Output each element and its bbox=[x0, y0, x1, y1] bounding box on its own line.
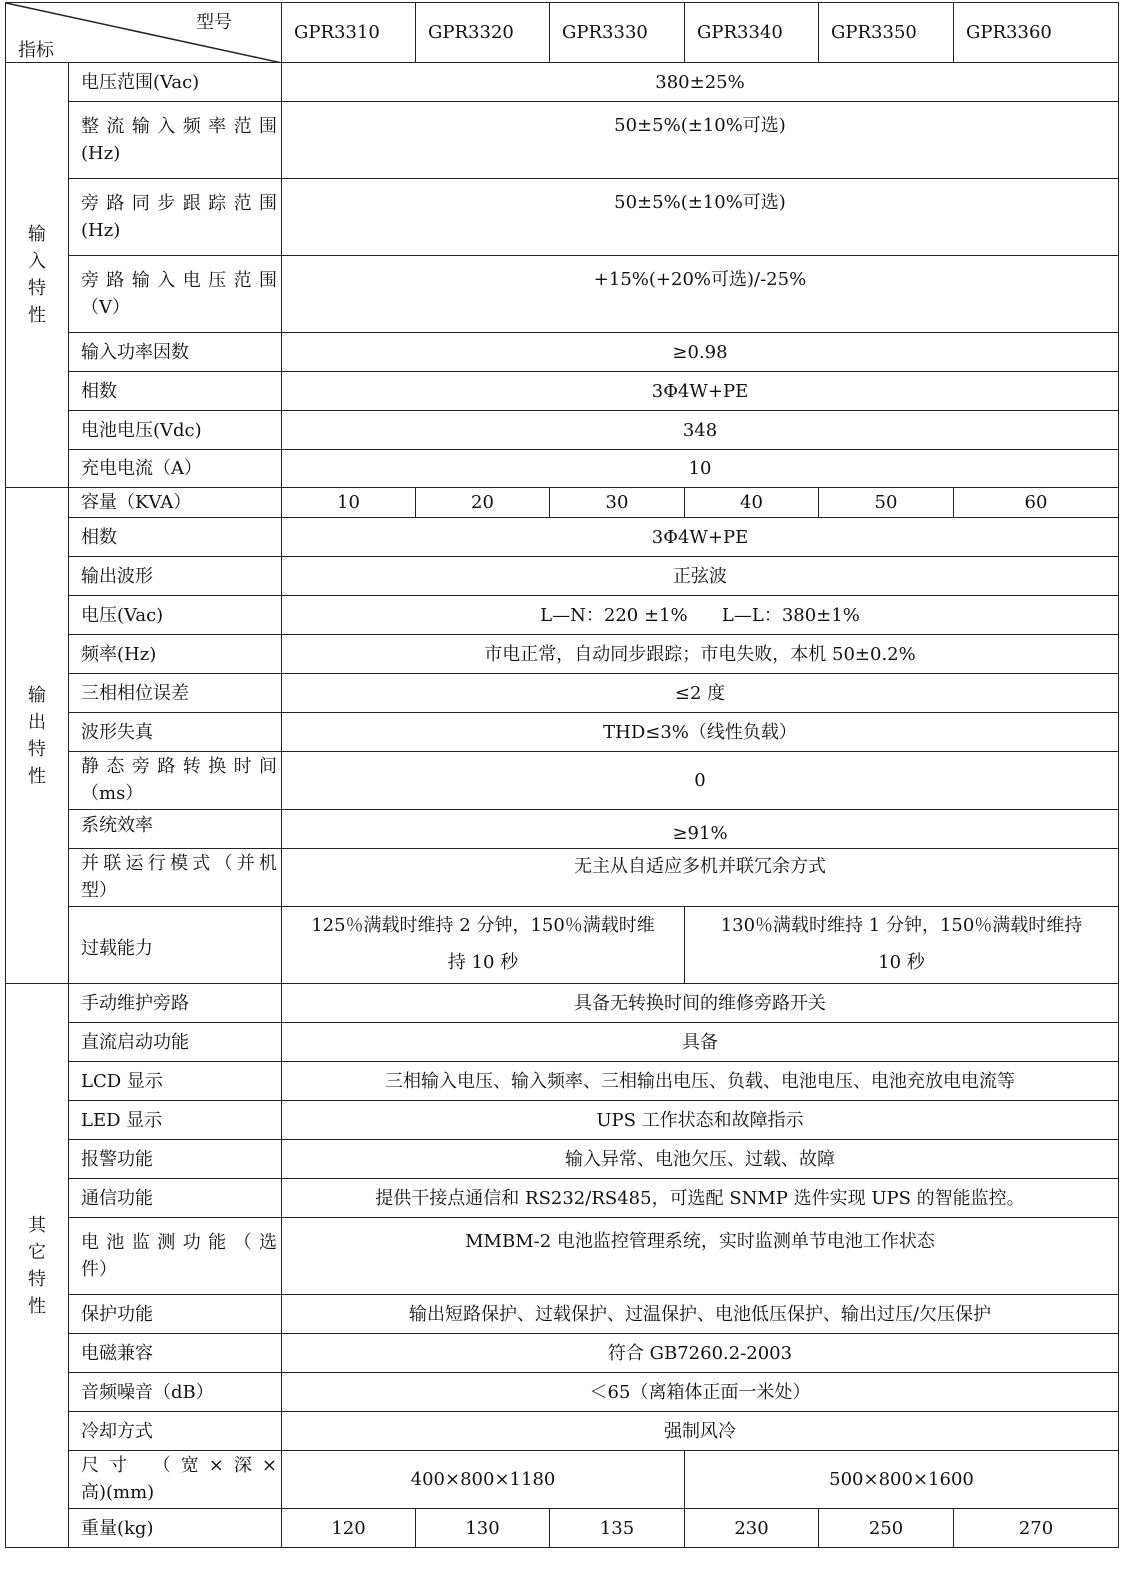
row-value: 输出短路保护、过载保护、过温保护、电池低压保护、输出过压/欠压保护 bbox=[282, 1295, 1119, 1334]
row-value: ≥0.98 bbox=[282, 333, 1119, 372]
row-value: ≥91% bbox=[282, 810, 1119, 849]
capacity-cell: 20 bbox=[416, 488, 550, 518]
table-row bbox=[6, 713, 1119, 752]
table-row bbox=[6, 557, 1119, 596]
overload-left: 125％满载时维持 2 分钟，150％满载时维 持 10 秒 bbox=[282, 907, 685, 984]
row-value: 348 bbox=[282, 411, 1119, 450]
row-value: 0 bbox=[282, 752, 1119, 810]
row-label: 报警功能 bbox=[69, 1140, 282, 1179]
table-row bbox=[6, 984, 1119, 1023]
capacity-cell: 30 bbox=[550, 488, 685, 518]
table-row bbox=[6, 450, 1119, 488]
table-row bbox=[6, 1334, 1119, 1373]
row-label: 充电电流（A） bbox=[69, 450, 282, 488]
row-value: 具备 bbox=[282, 1023, 1119, 1062]
table-row bbox=[6, 411, 1119, 450]
model-cell: GPR3360 bbox=[954, 3, 1119, 63]
row-label: 三相相位误差 bbox=[69, 674, 282, 713]
row-label: 尺寸 （宽×深× 高)(mm) bbox=[69, 1451, 282, 1509]
weight-cell: 250 bbox=[819, 1509, 954, 1548]
row-label: 通信功能 bbox=[69, 1179, 282, 1218]
table-row bbox=[6, 63, 1119, 102]
row-label: LCD 显示 bbox=[69, 1062, 282, 1101]
table-row bbox=[6, 1023, 1119, 1062]
row-label: 静态旁路转换时间 （ms） bbox=[69, 752, 282, 810]
table-row bbox=[6, 810, 1119, 849]
row-label: 旁路输入电压范围 （V） bbox=[69, 256, 282, 333]
table-row bbox=[6, 179, 1119, 256]
row-label: 电压范围(Vac) bbox=[69, 63, 282, 102]
row-label: 旁路同步跟踪范围 (Hz) bbox=[69, 179, 282, 256]
row-value: 正弦波 bbox=[282, 557, 1119, 596]
row-value: 具备无转换时间的维修旁路开关 bbox=[282, 984, 1119, 1023]
capacity-cell: 50 bbox=[819, 488, 954, 518]
row-value: L—N：220 ±1% L—L：380±1% bbox=[282, 596, 1119, 635]
row-label: 电压(Vac) bbox=[69, 596, 282, 635]
row-value: 市电正常，自动同步跟踪；市电失败，本机 50±0.2% bbox=[282, 635, 1119, 674]
weight-cell: 135 bbox=[550, 1509, 685, 1548]
row-value: MMBM-2 电池监控管理系统，实时监测单节电池工作状态 bbox=[282, 1218, 1119, 1295]
row-value: 输入异常、电池欠压、过载、故障 bbox=[282, 1140, 1119, 1179]
row-label: 保护功能 bbox=[69, 1295, 282, 1334]
row-label: 相数 bbox=[69, 518, 282, 557]
section-input: 输入特性 bbox=[6, 63, 69, 488]
row-label: 电磁兼容 bbox=[69, 1334, 282, 1373]
row-label: 波形失真 bbox=[69, 713, 282, 752]
capacity-cell: 10 bbox=[282, 488, 416, 518]
table-row bbox=[6, 1509, 1119, 1548]
table-row bbox=[6, 102, 1119, 179]
table-row bbox=[6, 1412, 1119, 1451]
metric-header-label: 指标 bbox=[18, 40, 54, 61]
row-value: 强制风冷 bbox=[282, 1412, 1119, 1451]
table-row bbox=[6, 1451, 1119, 1509]
row-label: 容量（KVA） bbox=[69, 488, 282, 518]
row-value: +15%(+20%可选)/-25% bbox=[282, 256, 1119, 333]
table-row bbox=[6, 1062, 1119, 1101]
model-cell: GPR3310 bbox=[282, 3, 416, 63]
row-label: 冷却方式 bbox=[69, 1412, 282, 1451]
table-row bbox=[6, 488, 1119, 518]
row-label: 整流输入频率范围 (Hz) bbox=[69, 102, 282, 179]
row-value: 3Φ4W+PE bbox=[282, 372, 1119, 411]
weight-cell: 270 bbox=[954, 1509, 1119, 1548]
table-row bbox=[6, 1179, 1119, 1218]
row-value: ≤2 度 bbox=[282, 674, 1119, 713]
table-row bbox=[6, 1218, 1119, 1295]
row-label: 音频噪音（dB） bbox=[69, 1373, 282, 1412]
row-value: THD≤3%（线性负载） bbox=[282, 713, 1119, 752]
table-row bbox=[6, 674, 1119, 713]
row-label: LED 显示 bbox=[69, 1101, 282, 1140]
capacity-cell: 60 bbox=[954, 488, 1119, 518]
size-right: 500×800×1600 bbox=[685, 1451, 1119, 1509]
corner-header-cell bbox=[6, 3, 282, 63]
row-value: 50±5%(±10%可选) bbox=[282, 102, 1119, 179]
header-row bbox=[6, 3, 1119, 63]
row-label: 系统效率 bbox=[69, 810, 282, 849]
row-value: 380±25% bbox=[282, 63, 1119, 102]
row-label: 并联运行模式（并机 型） bbox=[69, 849, 282, 907]
table-row bbox=[6, 752, 1119, 810]
table-row bbox=[6, 1373, 1119, 1412]
weight-cell: 230 bbox=[685, 1509, 819, 1548]
row-label: 重量(kg) bbox=[69, 1509, 282, 1548]
row-label: 输入功率因数 bbox=[69, 333, 282, 372]
size-left: 400×800×1180 bbox=[282, 1451, 685, 1509]
row-value: ＜65（离箱体正面一米处） bbox=[282, 1373, 1119, 1412]
model-header-label: 型号 bbox=[196, 12, 232, 33]
row-label: 过载能力 bbox=[69, 907, 282, 984]
row-label: 相数 bbox=[69, 372, 282, 411]
row-label: 手动维护旁路 bbox=[69, 984, 282, 1023]
model-cell: GPR3330 bbox=[550, 3, 685, 63]
table-row bbox=[6, 1295, 1119, 1334]
model-cell: GPR3340 bbox=[685, 3, 819, 63]
row-label: 输出波形 bbox=[69, 557, 282, 596]
row-value: 提供干接点通信和 RS232/RS485，可选配 SNMP 选件实现 UPS 的智能监控。 bbox=[282, 1179, 1119, 1218]
table-row bbox=[6, 635, 1119, 674]
weight-cell: 130 bbox=[416, 1509, 550, 1548]
row-value: 无主从自适应多机并联冗余方式 bbox=[282, 849, 1119, 907]
overload-right: 130％满载时维持 1 分钟，150％满载时维持 10 秒 bbox=[685, 907, 1119, 984]
table-row bbox=[6, 518, 1119, 557]
spec-table bbox=[5, 2, 1119, 1548]
row-value: 50±5%(±10%可选) bbox=[282, 179, 1119, 256]
row-value: UPS 工作状态和故障指示 bbox=[282, 1101, 1119, 1140]
table-row bbox=[6, 1140, 1119, 1179]
weight-cell: 120 bbox=[282, 1509, 416, 1548]
row-label: 频率(Hz) bbox=[69, 635, 282, 674]
table-row bbox=[6, 849, 1119, 907]
row-value: 3Φ4W+PE bbox=[282, 518, 1119, 557]
table-row bbox=[6, 333, 1119, 372]
table-row bbox=[6, 372, 1119, 411]
row-label: 电池电压(Vdc) bbox=[69, 411, 282, 450]
model-cell: GPR3320 bbox=[416, 3, 550, 63]
row-value: 10 bbox=[282, 450, 1119, 488]
row-value: 三相输入电压、输入频率、三相输出电压、负载、电池电压、电池充放电电流等 bbox=[282, 1062, 1119, 1101]
table-row bbox=[6, 1101, 1119, 1140]
section-other: 其它特性 bbox=[6, 984, 69, 1548]
row-value: 符合 GB7260.2-2003 bbox=[282, 1334, 1119, 1373]
row-label: 直流启动功能 bbox=[69, 1023, 282, 1062]
capacity-cell: 40 bbox=[685, 488, 819, 518]
table-row bbox=[6, 907, 1119, 984]
table-row bbox=[6, 256, 1119, 333]
row-label: 电池监测功能（选 件） bbox=[69, 1218, 282, 1295]
model-cell: GPR3350 bbox=[819, 3, 954, 63]
table-row bbox=[6, 596, 1119, 635]
section-output: 输出特性 bbox=[6, 488, 69, 984]
